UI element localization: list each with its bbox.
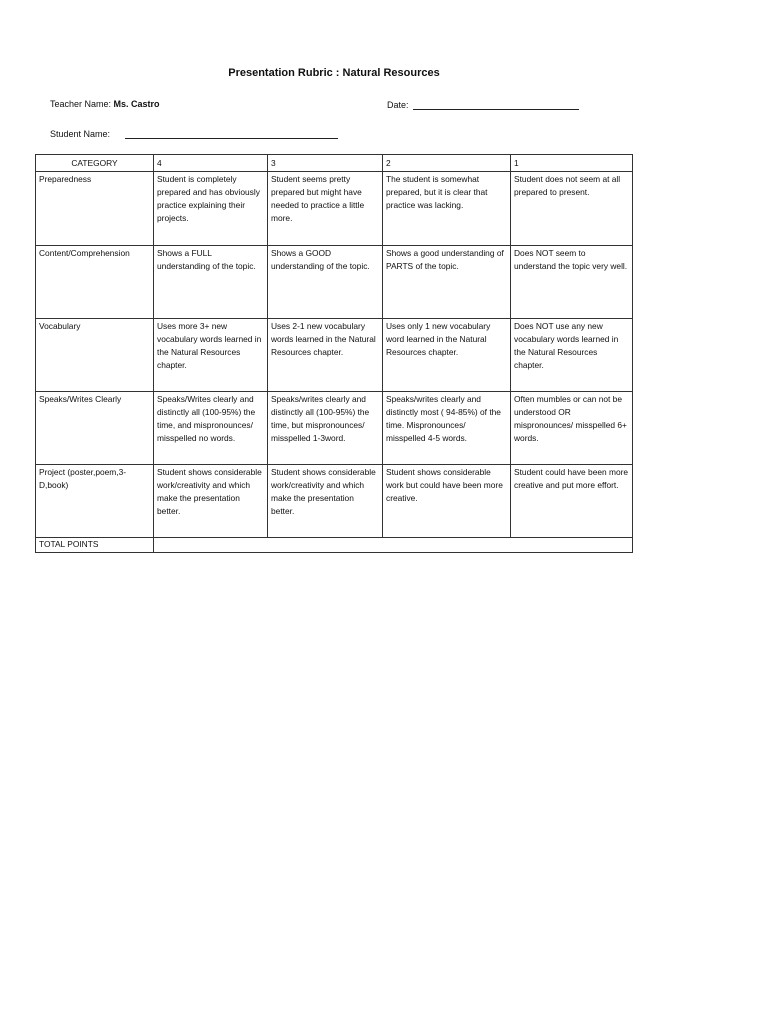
criteria-cell: Speaks/writes clearly and distinctly all (100-95%) the time, but mispronounces/ misspelled 1-3word. (268, 392, 383, 465)
criteria-cell: The student is somewhat prepared, but it is clear that practice was lacking. (383, 172, 511, 246)
header-score-4: 4 (154, 155, 268, 172)
rubric-table (35, 154, 633, 553)
criteria-cell: Often mumbles or can not be understood OR mispronounces/ misspelled 6+ words. (511, 392, 633, 465)
table-row (36, 465, 633, 538)
criteria-cell: Shows a FULL understanding of the topic. (154, 246, 268, 319)
criteria-cell: Shows a GOOD understanding of the topic. (268, 246, 383, 319)
table-row (36, 319, 633, 392)
total-points-value-cell[interactable] (154, 538, 633, 553)
teacher-name-label: Teacher Name: (50, 99, 112, 109)
criteria-cell: Uses only 1 new vocabulary word learned in the Natural Resources chapter. (383, 319, 511, 392)
total-points-label: TOTAL POINTS (36, 538, 154, 553)
header-score-2: 2 (383, 155, 511, 172)
date-label: Date: (387, 100, 409, 110)
page-title: Presentation Rubric : Natural Resources (228, 67, 440, 79)
criteria-cell: Student could have been more creative and put more effort. (511, 465, 633, 538)
category-cell: Vocabulary (36, 319, 154, 392)
criteria-cell: Student shows considerable work/creativity and which make the presentation better. (268, 465, 383, 538)
date-field (387, 99, 579, 110)
category-cell: Preparedness (36, 172, 154, 246)
criteria-cell: Does NOT use any new vocabulary words learned in the Natural Resources chapter. (511, 319, 633, 392)
header-score-1: 1 (511, 155, 633, 172)
header-category: CATEGORY (36, 155, 154, 172)
student-name-blank-line[interactable] (125, 128, 338, 139)
table-row (36, 172, 633, 246)
table-row (36, 392, 633, 465)
criteria-cell: Student does not seem at all prepared to present. (511, 172, 633, 246)
rubric-header-row (36, 155, 633, 172)
category-cell: Content/Comprehension (36, 246, 154, 319)
category-cell: Project (poster,poem,3-D,book) (36, 465, 154, 538)
table-row (36, 246, 633, 319)
criteria-cell: Speaks/Writes clearly and distinctly all (100-95%) the time, and mispronounces/ misspelled no words. (154, 392, 268, 465)
criteria-cell: Student seems pretty prepared but might have needed to practice a little more. (268, 172, 383, 246)
header-score-3: 3 (268, 155, 383, 172)
criteria-cell: Does NOT seem to understand the topic very well. (511, 246, 633, 319)
criteria-cell: Student shows considerable work but could have been more creative. (383, 465, 511, 538)
criteria-cell: Uses 2-1 new vocabulary words learned in the Natural Resources chapter. (268, 319, 383, 392)
teacher-name-value: Ms. Castro (113, 99, 160, 109)
student-name-field (50, 128, 338, 139)
criteria-cell: Student shows considerable work/creativity and which make the presentation better. (154, 465, 268, 538)
criteria-cell: Speaks/writes clearly and distinctly most ( 94-85%) of the time. Mispronounces/ misspelled 4-5 words. (383, 392, 511, 465)
date-blank-line[interactable] (413, 99, 579, 110)
criteria-cell: Student is completely prepared and has obviously practice explaining their projects. (154, 172, 268, 246)
category-cell: Speaks/Writes Clearly (36, 392, 154, 465)
criteria-cell: Uses more 3+ new vocabulary words learned in the Natural Resources chapter. (154, 319, 268, 392)
total-points-row (36, 538, 633, 553)
student-name-label: Student Name: (50, 129, 111, 139)
teacher-name-field (50, 99, 160, 109)
criteria-cell: Shows a good understanding of PARTS of the topic. (383, 246, 511, 319)
